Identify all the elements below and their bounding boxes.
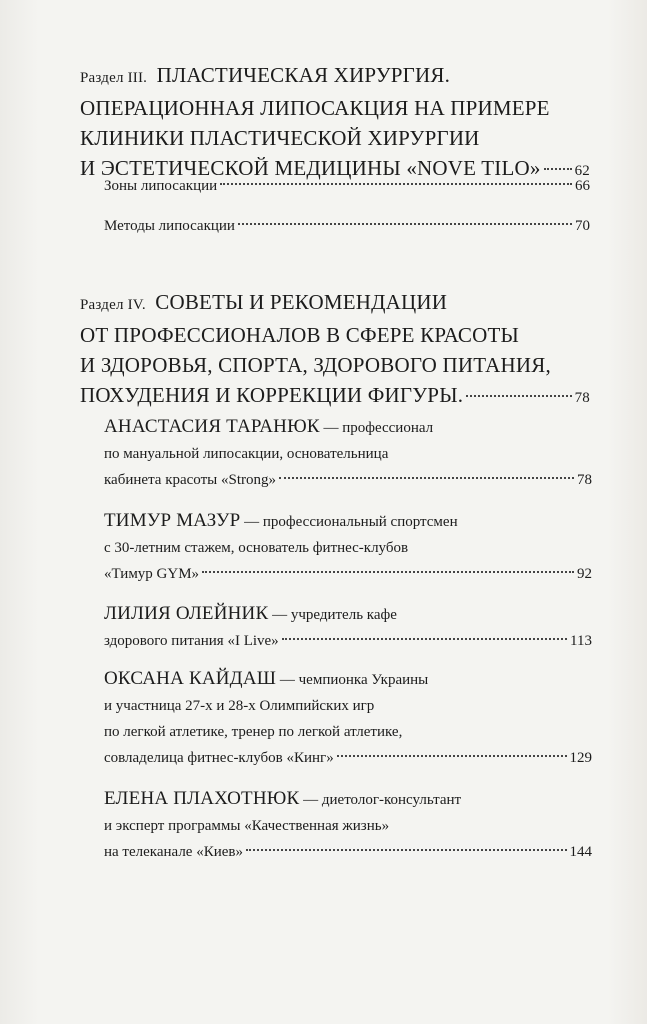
page-number: 66 [575, 178, 590, 194]
section-title-line: ПОХУДЕНИЯ И КОРРЕКЦИИ ФИГУРЫ. [80, 383, 464, 407]
section-label: Раздел IV. [80, 297, 146, 313]
entry-last-line [104, 839, 592, 865]
page-number: 144 [569, 844, 592, 860]
entry-last-line [104, 628, 592, 654]
dot-leader [202, 571, 574, 573]
dot-leader [279, 477, 574, 479]
page-number: 70 [575, 218, 590, 234]
entry-line: и эксперт программы «Качественная жизнь» [104, 818, 390, 834]
entry-name: АНАСТАСИЯ ТАРАНЮК [104, 416, 320, 437]
section-title-line: И ЭСТЕТИЧЕСКОЙ МЕДИЦИНЫ «NOVE TILO» [80, 156, 541, 180]
entry-name: ТИМУР МАЗУР [104, 510, 241, 531]
entry-line [104, 508, 592, 535]
dot-leader [466, 395, 571, 397]
entry-name: ЕЛЕНА ПЛАХОТНЮК [104, 788, 300, 809]
entry-line: совладелица фитнес-клубов «Кинг» [104, 750, 334, 766]
entry-line [104, 414, 592, 441]
page-number: 129 [569, 750, 592, 766]
entry-line: по легкой атлетике, тренер по легкой атлетике, [104, 724, 403, 740]
entry-line: на телеканале «Киев» [104, 844, 243, 860]
entry-line [104, 601, 592, 628]
entry-line: «Тимур GYM» [104, 566, 200, 582]
page-number: 78 [577, 472, 592, 488]
section-title-line: КЛИНИКИ ПЛАСТИЧЕСКОЙ ХИРУРГИИ [80, 126, 480, 150]
entry-description: — профессионал [319, 420, 434, 436]
dot-leader [246, 849, 567, 851]
section-title-line: ОПЕРАЦИОННАЯ ЛИПОСАКЦИЯ НА ПРИМЕРЕ [80, 96, 550, 120]
page-number: 92 [577, 566, 592, 582]
section-title-line: СОВЕТЫ И РЕКОМЕНДАЦИИ [155, 290, 448, 314]
entry-line [104, 666, 592, 693]
entry-name: ОКСАНА КАЙДАШ [104, 668, 277, 689]
toc-entry [104, 414, 592, 493]
section-title-line: И ЗДОРОВЬЯ, СПОРТА, ЗДОРОВОГО ПИТАНИЯ, [80, 353, 551, 377]
dot-leader [544, 168, 572, 170]
page-number: 62 [574, 163, 590, 179]
section-heading-line [80, 287, 590, 320]
dot-leader [220, 183, 572, 185]
toc-subentry [104, 176, 590, 196]
dot-leader [282, 638, 567, 640]
toc-entry [104, 666, 592, 771]
entry-description: — чемпионка Украины [276, 672, 429, 688]
dot-leader [337, 755, 567, 757]
section-title-line: ПЛАСТИЧЕСКАЯ ХИРУРГИЯ. [156, 63, 451, 87]
subentry-title: Методы липосакции [104, 218, 235, 234]
entry-line: по мануальной липосакции, основательница [104, 446, 389, 462]
entry-last-line [104, 561, 592, 587]
entry-description: — профессиональный спортсмен [240, 514, 458, 530]
subentry-title: Зоны липосакции [104, 178, 218, 194]
toc-entry [104, 601, 592, 654]
entry-line: с 30-летним стажем, основатель фитнес-клубов [104, 540, 409, 556]
toc-subentry [104, 216, 590, 236]
entry-description: — диетолог-консультант [299, 792, 462, 808]
entry-last-line [104, 745, 592, 771]
section-title-last-line [80, 380, 590, 413]
entry-name: ЛИЛИЯ ОЛЕЙНИК [104, 603, 269, 624]
toc-entry [104, 508, 592, 587]
entry-last-line [104, 467, 592, 493]
toc-entry [104, 786, 592, 865]
dot-leader [238, 223, 572, 225]
toc-section-3 [80, 60, 590, 186]
entry-description: — учредитель кафе [268, 607, 397, 623]
entry-line [104, 786, 592, 813]
section-heading-line [80, 60, 590, 93]
toc-section-4 [80, 287, 590, 413]
entry-line: кабинета красоты «Strong» [104, 472, 277, 488]
page-number: 113 [570, 633, 592, 649]
entry-line: здорового питания «I Live» [104, 633, 279, 649]
section-title-line: ОТ ПРОФЕССИОНАЛОВ В СФЕРЕ КРАСОТЫ [80, 323, 519, 347]
page-number: 78 [574, 390, 590, 406]
section-label: Раздел III. [80, 70, 148, 86]
entry-line: и участница 27-х и 28-х Олимпийских игр [104, 698, 375, 714]
